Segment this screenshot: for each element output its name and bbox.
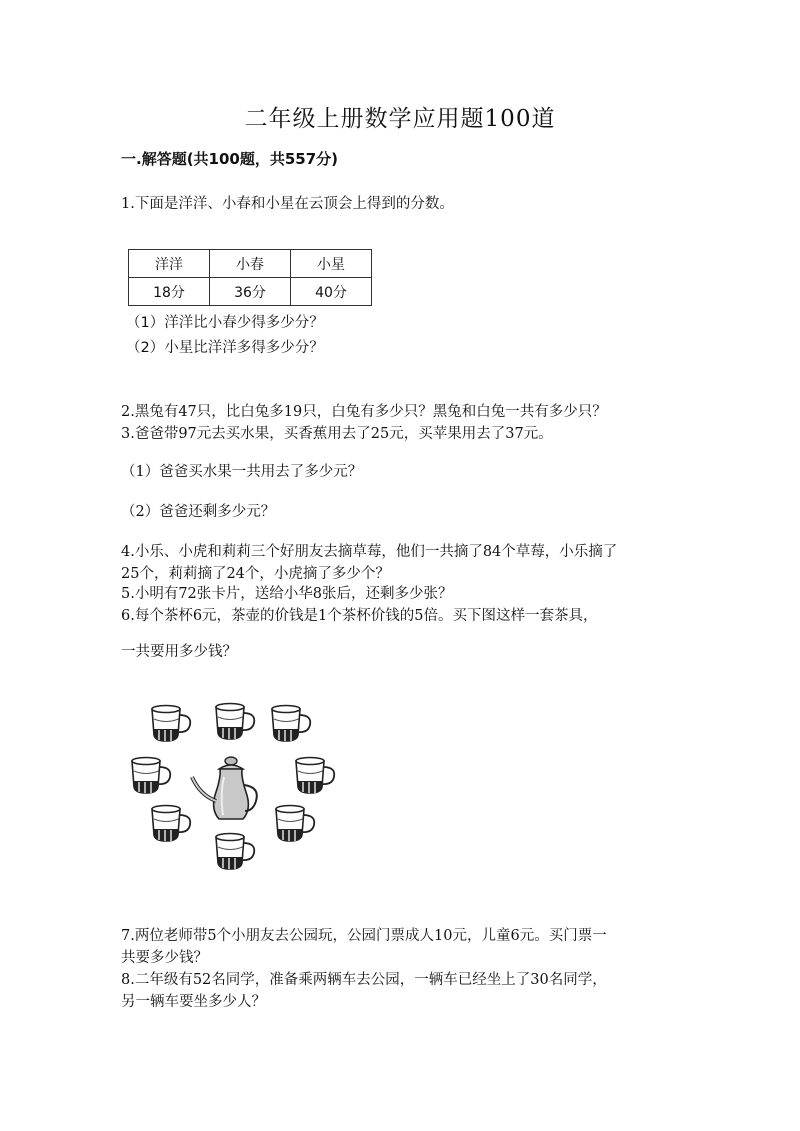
question-6-line-2: 一共要用多少钱？ <box>121 644 237 660</box>
question-3-sub-2: （2）爸爸还剩多少元？ <box>121 504 276 520</box>
cup-icon <box>272 706 310 742</box>
score-table-header-row <box>129 250 372 278</box>
cup-icon <box>152 706 190 742</box>
question-1-text: 1.下面是洋洋、小春和小星在云顶会上得到的分数。 <box>121 196 454 212</box>
teapot-icon <box>192 757 257 819</box>
score-table-name-cell: 小星 <box>291 250 372 278</box>
cup-icon <box>276 806 314 842</box>
cup-icon <box>132 758 170 794</box>
question-3-sub-1: （1）爸爸买水果一共用去了多少元？ <box>121 464 363 480</box>
question-2-text: 2.黑兔有47只，比白兔多19只，白兔有多少只？黑兔和白兔一共有多少只？ <box>121 404 607 420</box>
question-6-line-1: 6.每个茶杯6元，茶壶的价钱是1个茶杯价钱的5倍。买下图这样一套茶具， <box>121 608 598 624</box>
tea-set-illustration <box>128 697 348 887</box>
question-7-line-1: 7.两位老师带5个小朋友去公园玩，公园门票成人10元，儿童6元。买门票一 <box>121 928 607 944</box>
question-3-text: 3.爸爸带97元去买水果，买香蕉用去了25元，买苹果用去了37元。 <box>121 426 553 442</box>
score-table-score-cell: 18分 <box>129 278 210 306</box>
question-8-line-1: 8.二年级有52名同学，准备乘两辆车去公园，一辆车已经坐上了30名同学， <box>121 972 607 988</box>
score-table-value-row <box>129 278 372 306</box>
score-table-score-cell: 40分 <box>291 278 372 306</box>
section-header: 一.解答题(共100题，共557分) <box>121 150 339 168</box>
cup-icon <box>296 758 334 794</box>
cup-icon <box>216 834 254 870</box>
question-4-line-1: 4.小乐、小虎和莉莉三个好朋友去摘草莓，他们一共摘了84个草莓，小乐摘了 <box>121 544 618 560</box>
page-title: 二年级上册数学应用题100道 <box>244 106 556 132</box>
question-1-sub-2: （2）小星比洋洋多得多少分？ <box>126 340 324 356</box>
cup-icon <box>152 806 190 842</box>
question-1-sub-1: （1）洋洋比小春少得多少分？ <box>126 315 324 331</box>
score-table-name-cell: 洋洋 <box>129 250 210 278</box>
question-8-line-2: 另一辆车要坐多少人？ <box>121 994 266 1010</box>
score-table-name-cell: 小春 <box>210 250 291 278</box>
score-table-score-cell: 36分 <box>210 278 291 306</box>
question-7-line-2: 共要多少钱？ <box>121 950 208 966</box>
question-4-line-2: 25个，莉莉摘了24个，小虎摘了多少个？ <box>121 566 390 582</box>
question-5-text: 5.小明有72张卡片，送给小华8张后，还剩多少张？ <box>121 586 453 602</box>
cup-icon <box>216 704 254 740</box>
score-table <box>128 249 372 306</box>
